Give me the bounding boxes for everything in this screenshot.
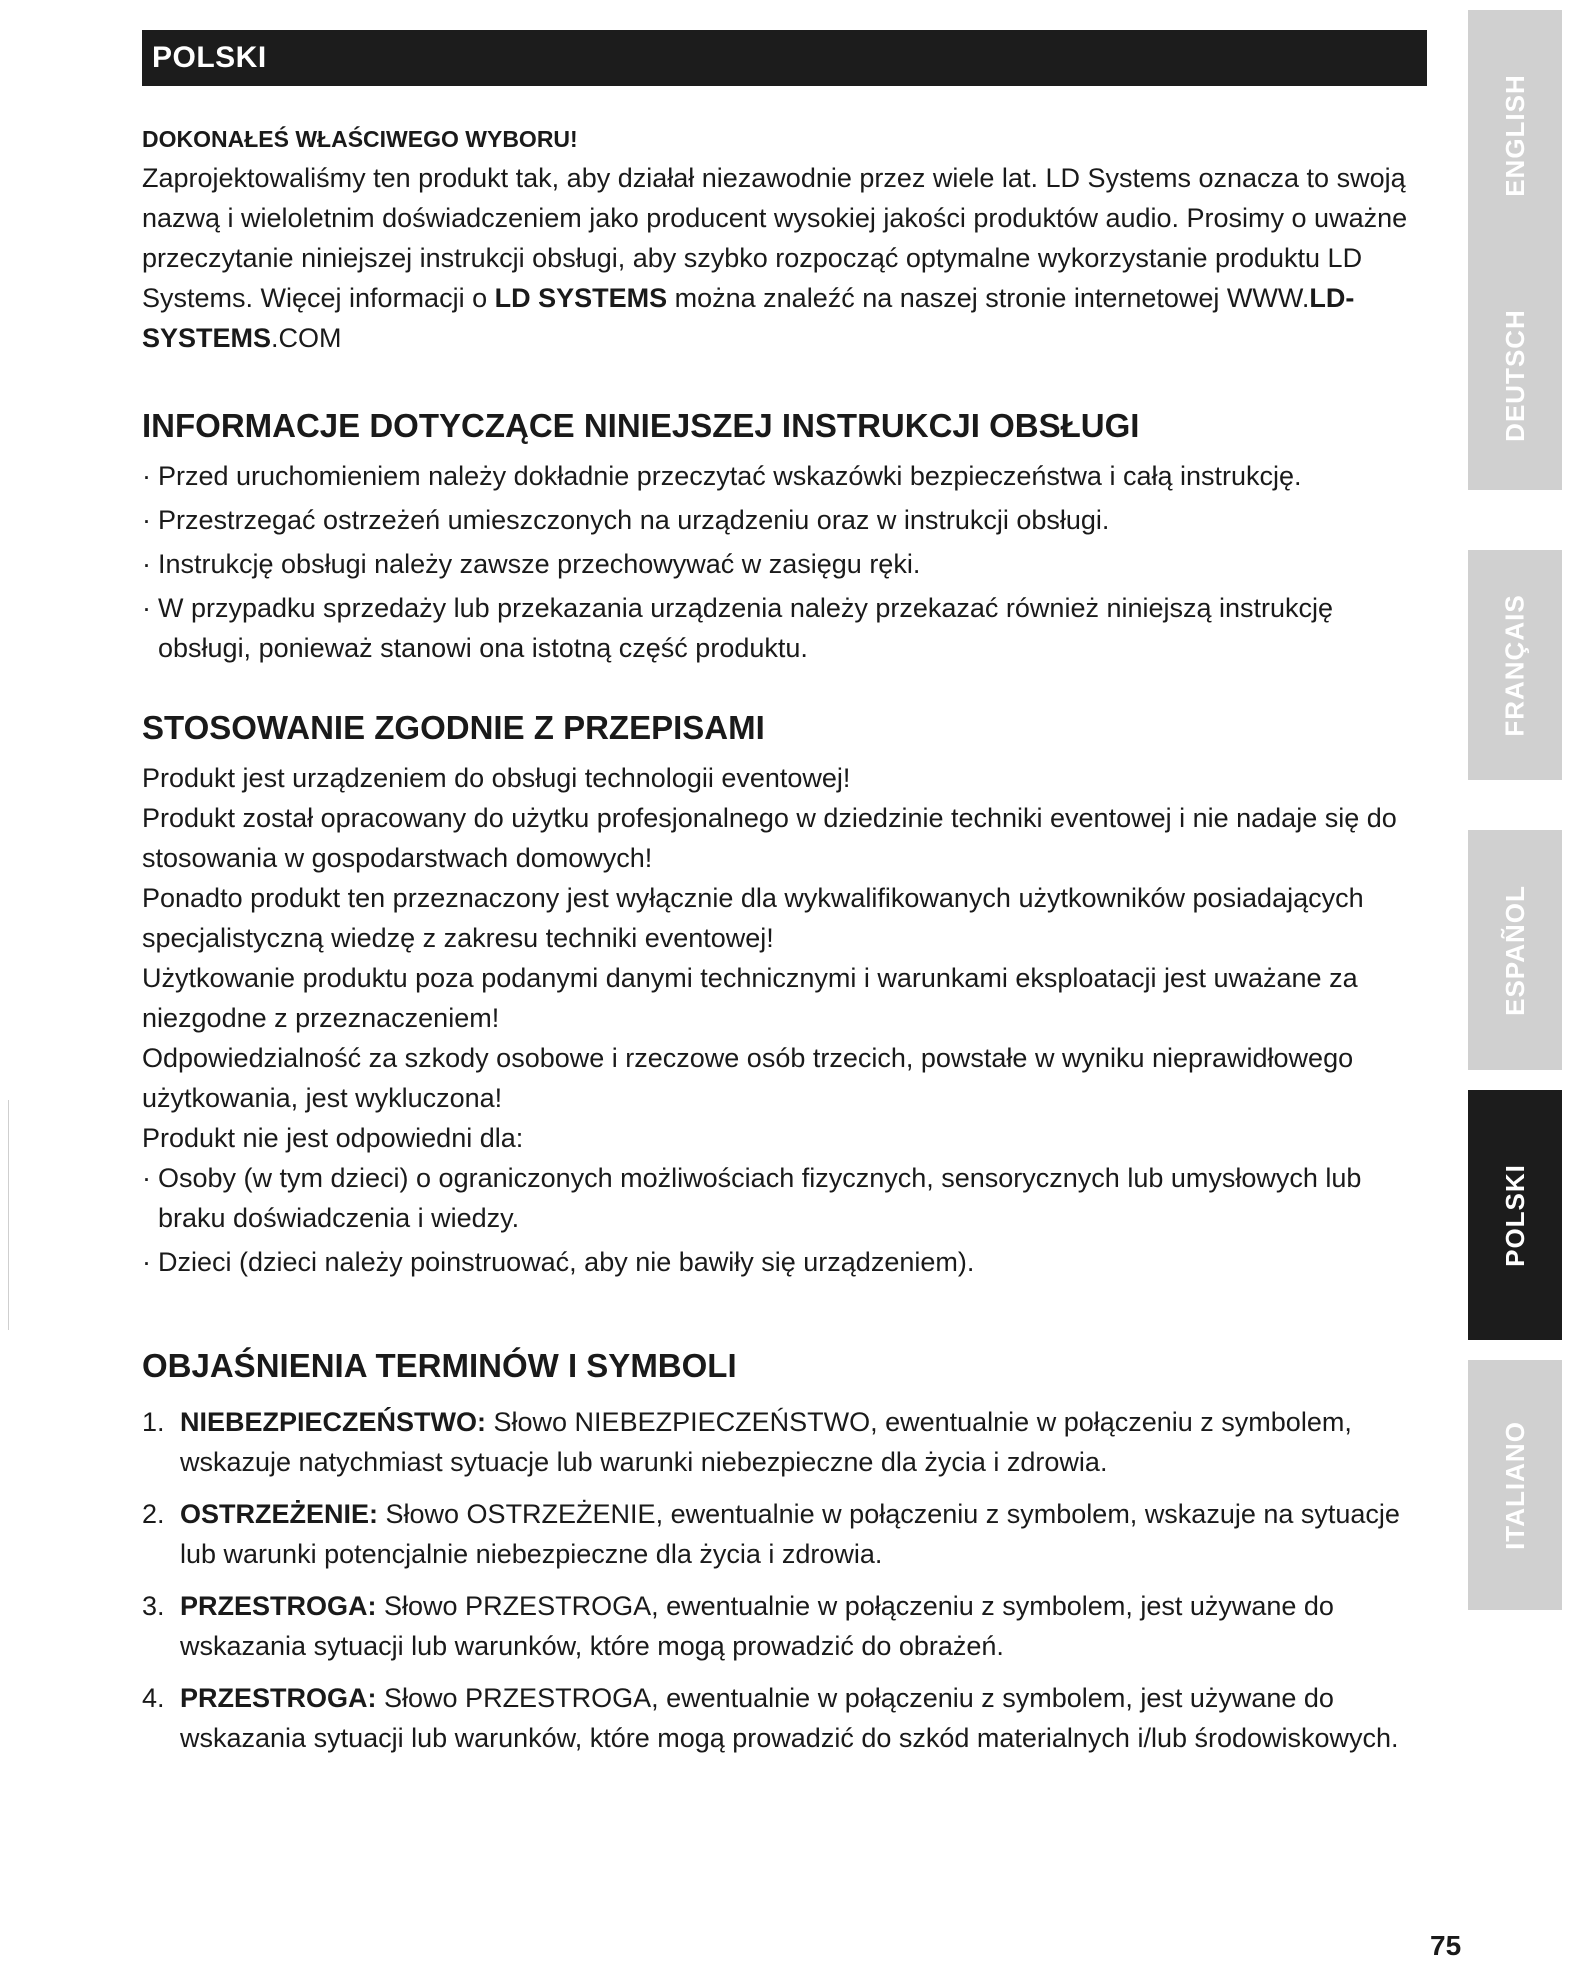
website-tail: .COM <box>271 323 342 353</box>
brand-name: LD SYSTEMS <box>494 283 668 313</box>
tab-polski[interactable]: POLSKI <box>1468 1090 1562 1340</box>
tab-espanol[interactable]: ESPAÑOL <box>1468 830 1562 1070</box>
terms-list <box>142 1402 1427 1758</box>
manual-info-heading: INFORMACJE DOTYCZĄCE NINIEJSZEJ INSTRUKCJI OBSŁUGI <box>142 407 1140 444</box>
term-item: 2. OSTRZEŻENIE: Słowo OSTRZEŻENIE, ewentualnie w połączeniu z symbolem, wskazuje na sytuacje lub warunki potencjalnie niebezpieczne dla życia i zdrowia. <box>142 1499 1400 1569</box>
list-item: · Przed uruchomieniem należy dokładnie przeczytać wskazówki bezpieczeństwa i całą instrukcję. <box>142 461 1302 491</box>
term-item: 4. PRZESTROGA: Słowo PRZESTROGA, ewentualnie w połączeniu z symbolem, jest używane do wskazania sytuacji lub warunków, które mogą prowadzić do szkód materialnych i/lub środowiskowych. <box>142 1683 1399 1753</box>
section-title-bar <box>142 30 1427 86</box>
page-number: 75 <box>1430 1930 1462 1961</box>
page-title: POLSKI <box>152 41 267 74</box>
intended-use-paragraph: Odpowiedzialność za szkody osobowe i rzeczowe osób trzecich, powstałe w wyniku nieprawidłowego użytkowania, jest wykluczona! <box>142 1043 1354 1113</box>
intended-use-paragraph: Ponadto produkt ten przeznaczony jest wyłącznie dla wykwalifikowanych użytkowników posiadających specjalistyczną wiedzę z zakresu techniki eventowej! <box>142 883 1364 953</box>
list-item: · Osoby (w tym dzieci) o ograniczonych możliwościach fizycznych, sensorycznych lub umysłowych lub braku doświadczenia i wiedzy. <box>142 1163 1362 1233</box>
intended-use-paragraph: Produkt nie jest odpowiedni dla: <box>142 1123 524 1153</box>
margin-line <box>8 1100 9 1330</box>
intended-use-heading: STOSOWANIE ZGODNIE Z PRZEPISAMI <box>142 709 765 746</box>
intro-text-1: Zaprojektowaliśmy ten produkt tak, aby działał niezawodnie przez wiele lat. LD Systems oznacza to swoją nazwą i wieloletnim doświadczeniem jako producent wysokiej jakości produktów audio. Prosimy o uważne przeczytanie niniejszej instrukcji obsługi, aby szybko rozpocząć optymalne wykorzystanie produktu LD Systems. Więcej informacji o <box>142 163 1408 313</box>
list-item: · Dzieci (dzieci należy poinstruować, aby nie bawiły się urządzeniem). <box>142 1247 975 1277</box>
tab-deutsch[interactable]: DEUTSCH <box>1468 260 1562 490</box>
list-item: · Przestrzegać ostrzeżeń umieszczonych na urządzeniu oraz w instrukcji obsługi. <box>142 505 1110 535</box>
intro-text-2: można znaleźć na naszej stronie internetowej WWW. <box>667 283 1310 313</box>
tab-english[interactable]: ENGLISH <box>1468 10 1562 260</box>
intro-paragraph <box>142 158 1427 358</box>
unsuitable-users-list <box>142 1158 1427 1282</box>
manual-info-list <box>142 456 1427 668</box>
list-item: · W przypadku sprzedaży lub przekazania urządzenia należy przekazać również niniejszą instrukcję obsługi, ponieważ stanowi ona istotną część produktu. <box>142 593 1334 663</box>
intended-use-paragraph: Produkt został opracowany do użytku profesjonalnego w dziedzinie techniki eventowej i nie nadaje się do stosowania w gospodarstwach domowych! <box>142 803 1397 873</box>
intended-use-paragraph: Użytkowanie produktu poza podanymi danymi technicznymi i warunkami eksploatacji jest uważane za niezgodne z przeznaczeniem! <box>142 963 1358 1033</box>
website-bold: LD-SYSTEMS <box>142 283 1355 353</box>
page-content <box>142 30 1427 1770</box>
term-item: 1. NIEBEZPIECZEŃSTWO: Słowo NIEBEZPIECZEŃSTWO, ewentualnie w połączeniu z symbolem, wskazuje natychmiast sytuacje lub warunki niebezpieczne dla życia i zdrowia. <box>142 1407 1352 1477</box>
tab-italiano[interactable]: ITALIANO <box>1468 1360 1562 1610</box>
tab-francais[interactable]: FRANÇAIS <box>1468 550 1562 780</box>
intro-heading: DOKONAŁEŚ WŁAŚCIWEGO WYBORU! <box>142 126 578 152</box>
list-item: · Instrukcję obsługi należy zawsze przechowywać w zasięgu ręki. <box>142 549 921 579</box>
intended-use-paragraph: Produkt jest urządzeniem do obsługi technologii eventowej! <box>142 763 851 793</box>
terms-heading: OBJAŚNIENIA TERMINÓW I SYMBOLI <box>142 1347 737 1384</box>
term-item: 3. PRZESTROGA: Słowo PRZESTROGA, ewentualnie w połączeniu z symbolem, jest używane do wskazania sytuacji lub warunków, które mogą prowadzić do obrażeń. <box>142 1591 1334 1661</box>
